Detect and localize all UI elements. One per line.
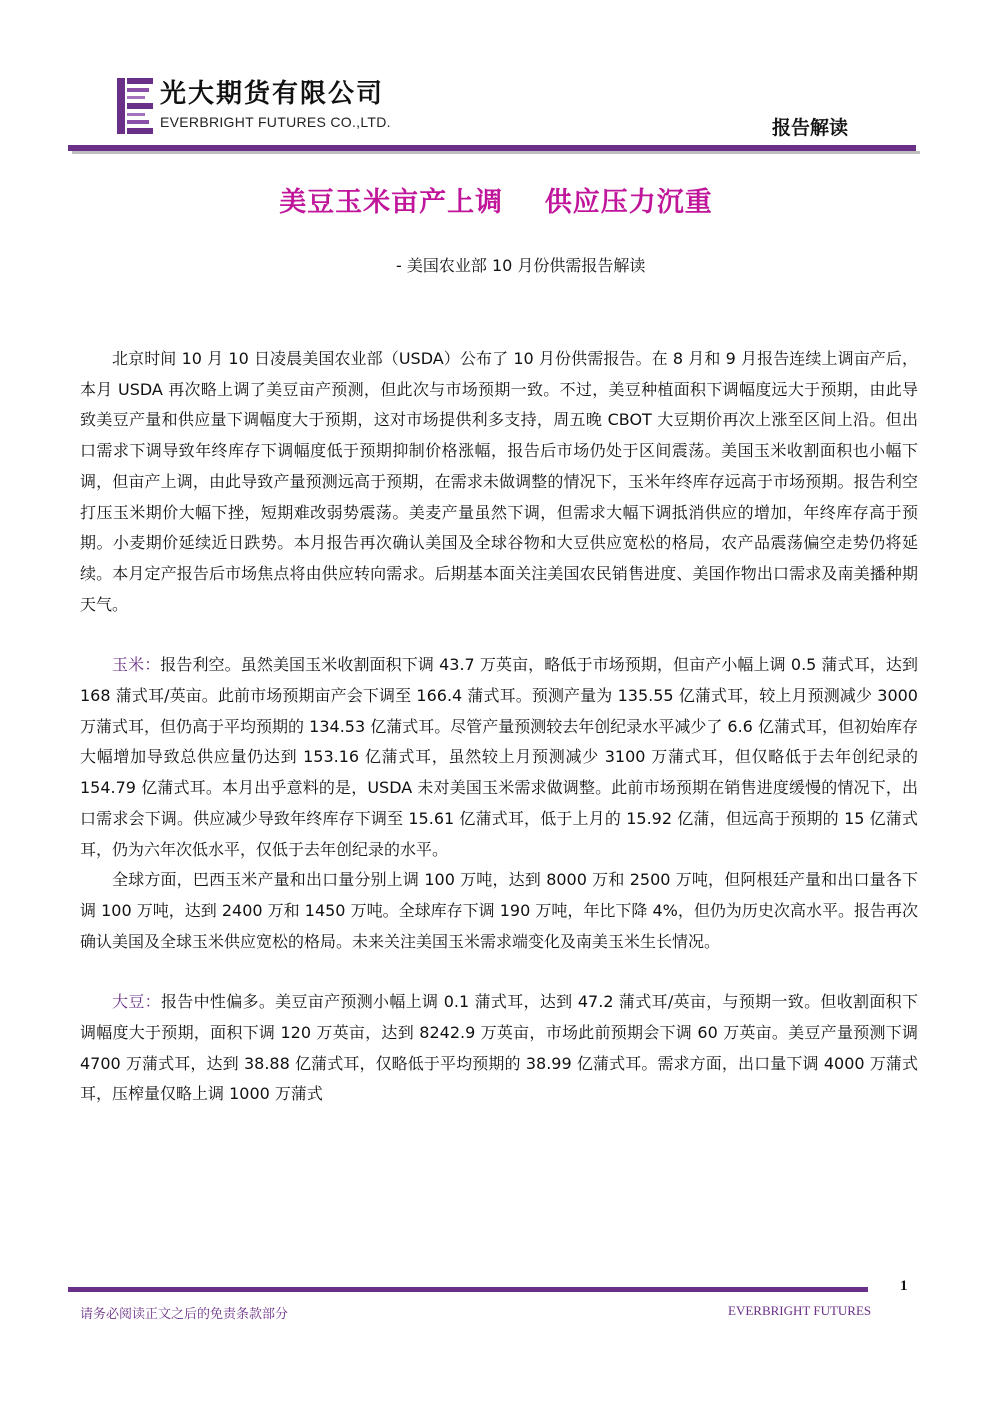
footer-divider xyxy=(68,1287,868,1292)
paragraph-spacer xyxy=(80,620,918,650)
report-subtitle: - 美国农业部 10 月份供需报告解读 xyxy=(396,256,646,275)
intro-paragraph: 北京时间 10 月 10 日凌晨美国农业部（USDA）公布了 10 月份供需报告。在 8 月和 9 月报告连续上调亩产后，本月 USDA 再次略上调了美豆亩产预测，但此次与市场预期一致。不过，美豆种植面积下调幅度远大于预期，由此导致美豆产量和供应量下调幅度大于预期，这对市场提供利多支持，周五晚 CBOT 大豆期价再次上涨至区间上沿。但出口需求下调导致年终库存下调幅度低于预期抑制价格涨幅，报告后市场仍处于区间震荡。美国玉米收割面积也小幅下调，但亩产上调，由此导致产量预测远高于预期，在需求未做调整的情况下，玉米年终库存远高于市场预期。报告利空打压玉米期价大幅下挫，短期难改弱势震荡。美麦产量虽然下调，但需求大幅下调抵消供应的增加，年终库存高于预期。小麦期价延续近日跌势。本月报告再次确认美国及全球谷物和大豆供应宽松的格局，农产品震荡偏空走势仍将延续。本月定产报告后市场焦点将由供应转向需求。后期基本面关注美国农民销售进度、美国作物出口需求及南美播种期天气。 xyxy=(80,349,918,614)
soy-lead: 大豆： xyxy=(112,992,161,1012)
company-name-cn: 光大期货有限公司 xyxy=(160,79,385,109)
header-divider xyxy=(68,145,916,151)
everbright-e-logo-icon xyxy=(117,78,153,134)
soy-text: 报告中性偏多。美豆亩产预测小幅上调 0.1 蒲式耳，达到 47.2 蒲式耳/英亩，与预期一致。但收割面积下调幅度大于预期，面积下调 120 万英亩，达到 8242.9 万英亩，市场此前预期会下调 60 万英亩。美豆产量预测下调 4700 万蒲式耳，达到 38.88 亿蒲式耳，仅略低于平均预期的 38.99 亿蒲式耳。需求方面，出口量下调 4000 万蒲式耳，压榨量仅略上调 1000 万蒲式 xyxy=(80,992,918,1104)
page-number: 1 xyxy=(900,1278,908,1294)
company-name-en: EVERBRIGHT FUTURES CO.,LTD. xyxy=(160,114,391,130)
paragraph-spacer xyxy=(80,957,918,987)
corn-paragraph xyxy=(80,650,918,865)
soy-paragraph xyxy=(80,987,918,1110)
disclaimer-note: 请务必阅读正文之后的免责条款部分 xyxy=(80,1307,289,1322)
corn-text: 报告利空。虽然美国玉米收割面积下调 43.7 万英亩，略低于市场预期，但亩产小幅上调 0.5 蒲式耳，达到 168 蒲式耳/英亩。此前市场预期亩产会下调至 166.4 蒲式耳。预测产量为 135.55 亿蒲式耳，较上月预测减少 3000 万蒲式耳，但仍高于平均预期的 134.53 亿蒲式耳。尽管产量预测较去年创纪录水平减少了 6.6 亿蒲式耳，但初始库存大幅增加导致总供应量仍达到 153.16 亿蒲式耳，虽然较上月预测减少 3100 万蒲式耳，但仅略低于去年创纪录的 154.79 亿蒲式耳。本月出乎意料的是，USDA 未对美国玉米需求做调整。此前市场预期在销售进度缓慢的情况下，出口需求会下调。供应减少导致年终库存下调至 15.61 亿蒲式耳，低于上月的 15.92 亿蒲，但远高于预期的 15 亿蒲式耳，仍为六年次低水平，仅低于去年创纪录的水平。 xyxy=(80,655,918,859)
report-type-label: 报告解读 xyxy=(772,117,849,139)
footer-brand: EVERBRIGHT FUTURES xyxy=(728,1303,872,1318)
corn-lead: 玉米： xyxy=(112,655,161,675)
header-divider-shadow xyxy=(72,151,920,154)
report-title: 美豆玉米亩产上调 供应压力沉重 xyxy=(279,187,713,218)
corn-global-paragraph: 全球方面，巴西玉米产量和出口量分别上调 100 万吨，达到 8000 万和 2500 万吨，但阿根廷产量和出口量各下调 100 万吨，达到 2400 万和 1450 万吨。全球库存下调 190 万吨，年比下降 4%，但仍为历史次高水平。报告再次确认美国及全球玉米供应宽松的格局。未来关注美国玉米需求端变化及南美玉米生长情况。 xyxy=(80,870,918,951)
report-body xyxy=(80,344,918,1110)
